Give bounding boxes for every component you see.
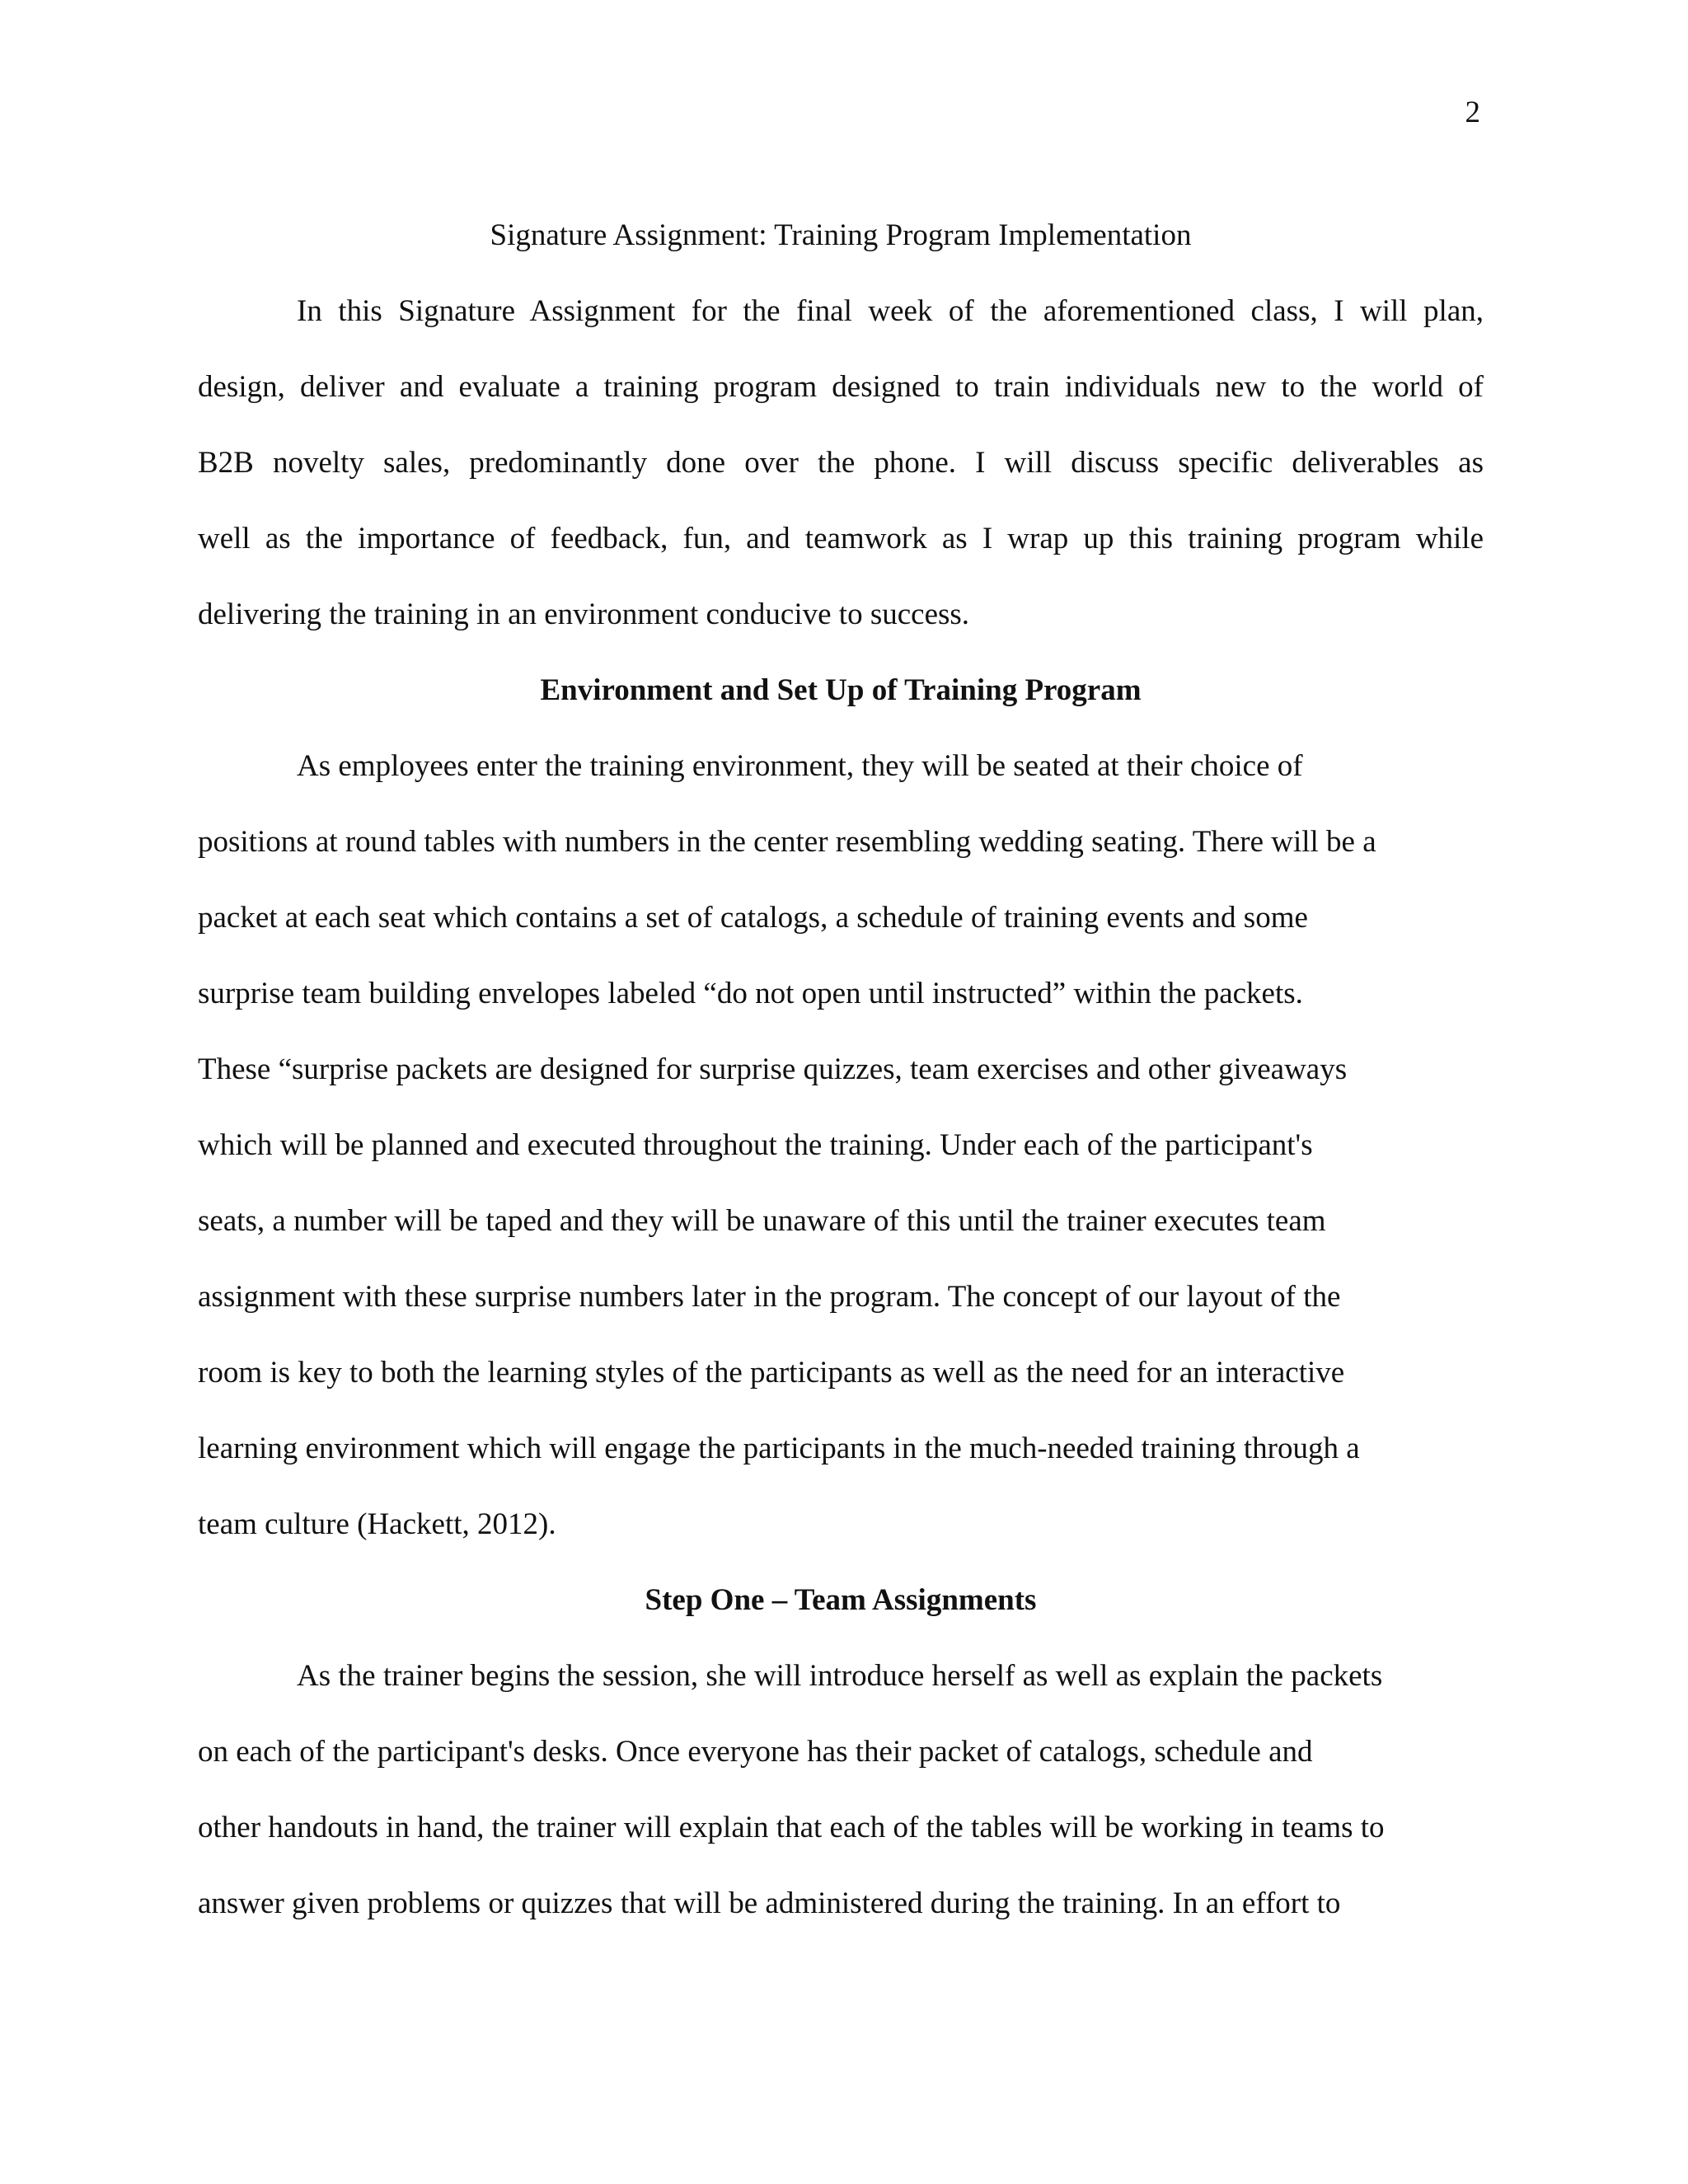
intro-paragraph (198, 274, 1484, 653)
team-assignments-line: answer given problems or quizzes that will be administered during the training. In an effort to (198, 1886, 1341, 1920)
environment-line: These “surprise packets are designed for surprise quizzes, team exercises and other giveaways (198, 1052, 1348, 1086)
environment-line: room is key to both the learning styles of the participants as well as the need for an interactive (198, 1356, 1345, 1390)
document-body (198, 198, 1484, 1942)
intro-line: design, deliver and evaluate a training program designed to train individuals new to the world of (198, 370, 1484, 404)
team-assignments-line: on each of the participant's desks. Once everyone has their packet of catalogs, schedule and (198, 1735, 1313, 1769)
team-assignments-line: As the trainer begins the session, she will introduce herself as well as explain the packets (297, 1659, 1383, 1693)
environment-line: assignment with these surprise numbers later in the program. The concept of our layout of the (198, 1280, 1341, 1314)
section-heading-team-assignments: Step One – Team Assignments (645, 1583, 1037, 1617)
environment-line: seats, a number will be taped and they will be unaware of this until the trainer executes team (198, 1204, 1326, 1238)
environment-line: team culture (Hackett, 2012). (198, 1507, 556, 1541)
environment-line: positions at round tables with numbers in the center resembling wedding seating. There will be a (198, 825, 1376, 859)
section-heading-environment: Environment and Set Up of Training Program (540, 673, 1142, 707)
environment-line: which will be planned and executed throughout the training. Under each of the participant's (198, 1128, 1313, 1162)
team-assignments-paragraph (198, 1638, 1484, 1942)
environment-line: surprise team building envelopes labeled “do not open until instructed” within the packets. (198, 977, 1303, 1010)
intro-line: B2B novelty sales, predominantly done over the phone. I will discuss specific deliverables as (198, 446, 1484, 480)
page-number: 2 (1465, 96, 1480, 129)
intro-line: well as the importance of feedback, fun, and teamwork as I wrap up this training program while (198, 522, 1484, 555)
team-assignments-line: other handouts in hand, the trainer will explain that each of the tables will be working in teams to (198, 1811, 1385, 1844)
environment-line: packet at each seat which contains a set of catalogs, a schedule of training events and some (198, 901, 1308, 935)
environment-line: As employees enter the training environment, they will be seated at their choice of (297, 749, 1303, 783)
environment-paragraph (198, 729, 1484, 1563)
environment-line: learning environment which will engage the participants in the much-needed training through a (198, 1432, 1360, 1465)
intro-line: In this Signature Assignment for the final week of the aforementioned class, I will plan, (297, 294, 1484, 328)
page-title: Signature Assignment: Training Program Implementation (490, 218, 1192, 252)
intro-line: delivering the training in an environment conducive to success. (198, 598, 970, 631)
